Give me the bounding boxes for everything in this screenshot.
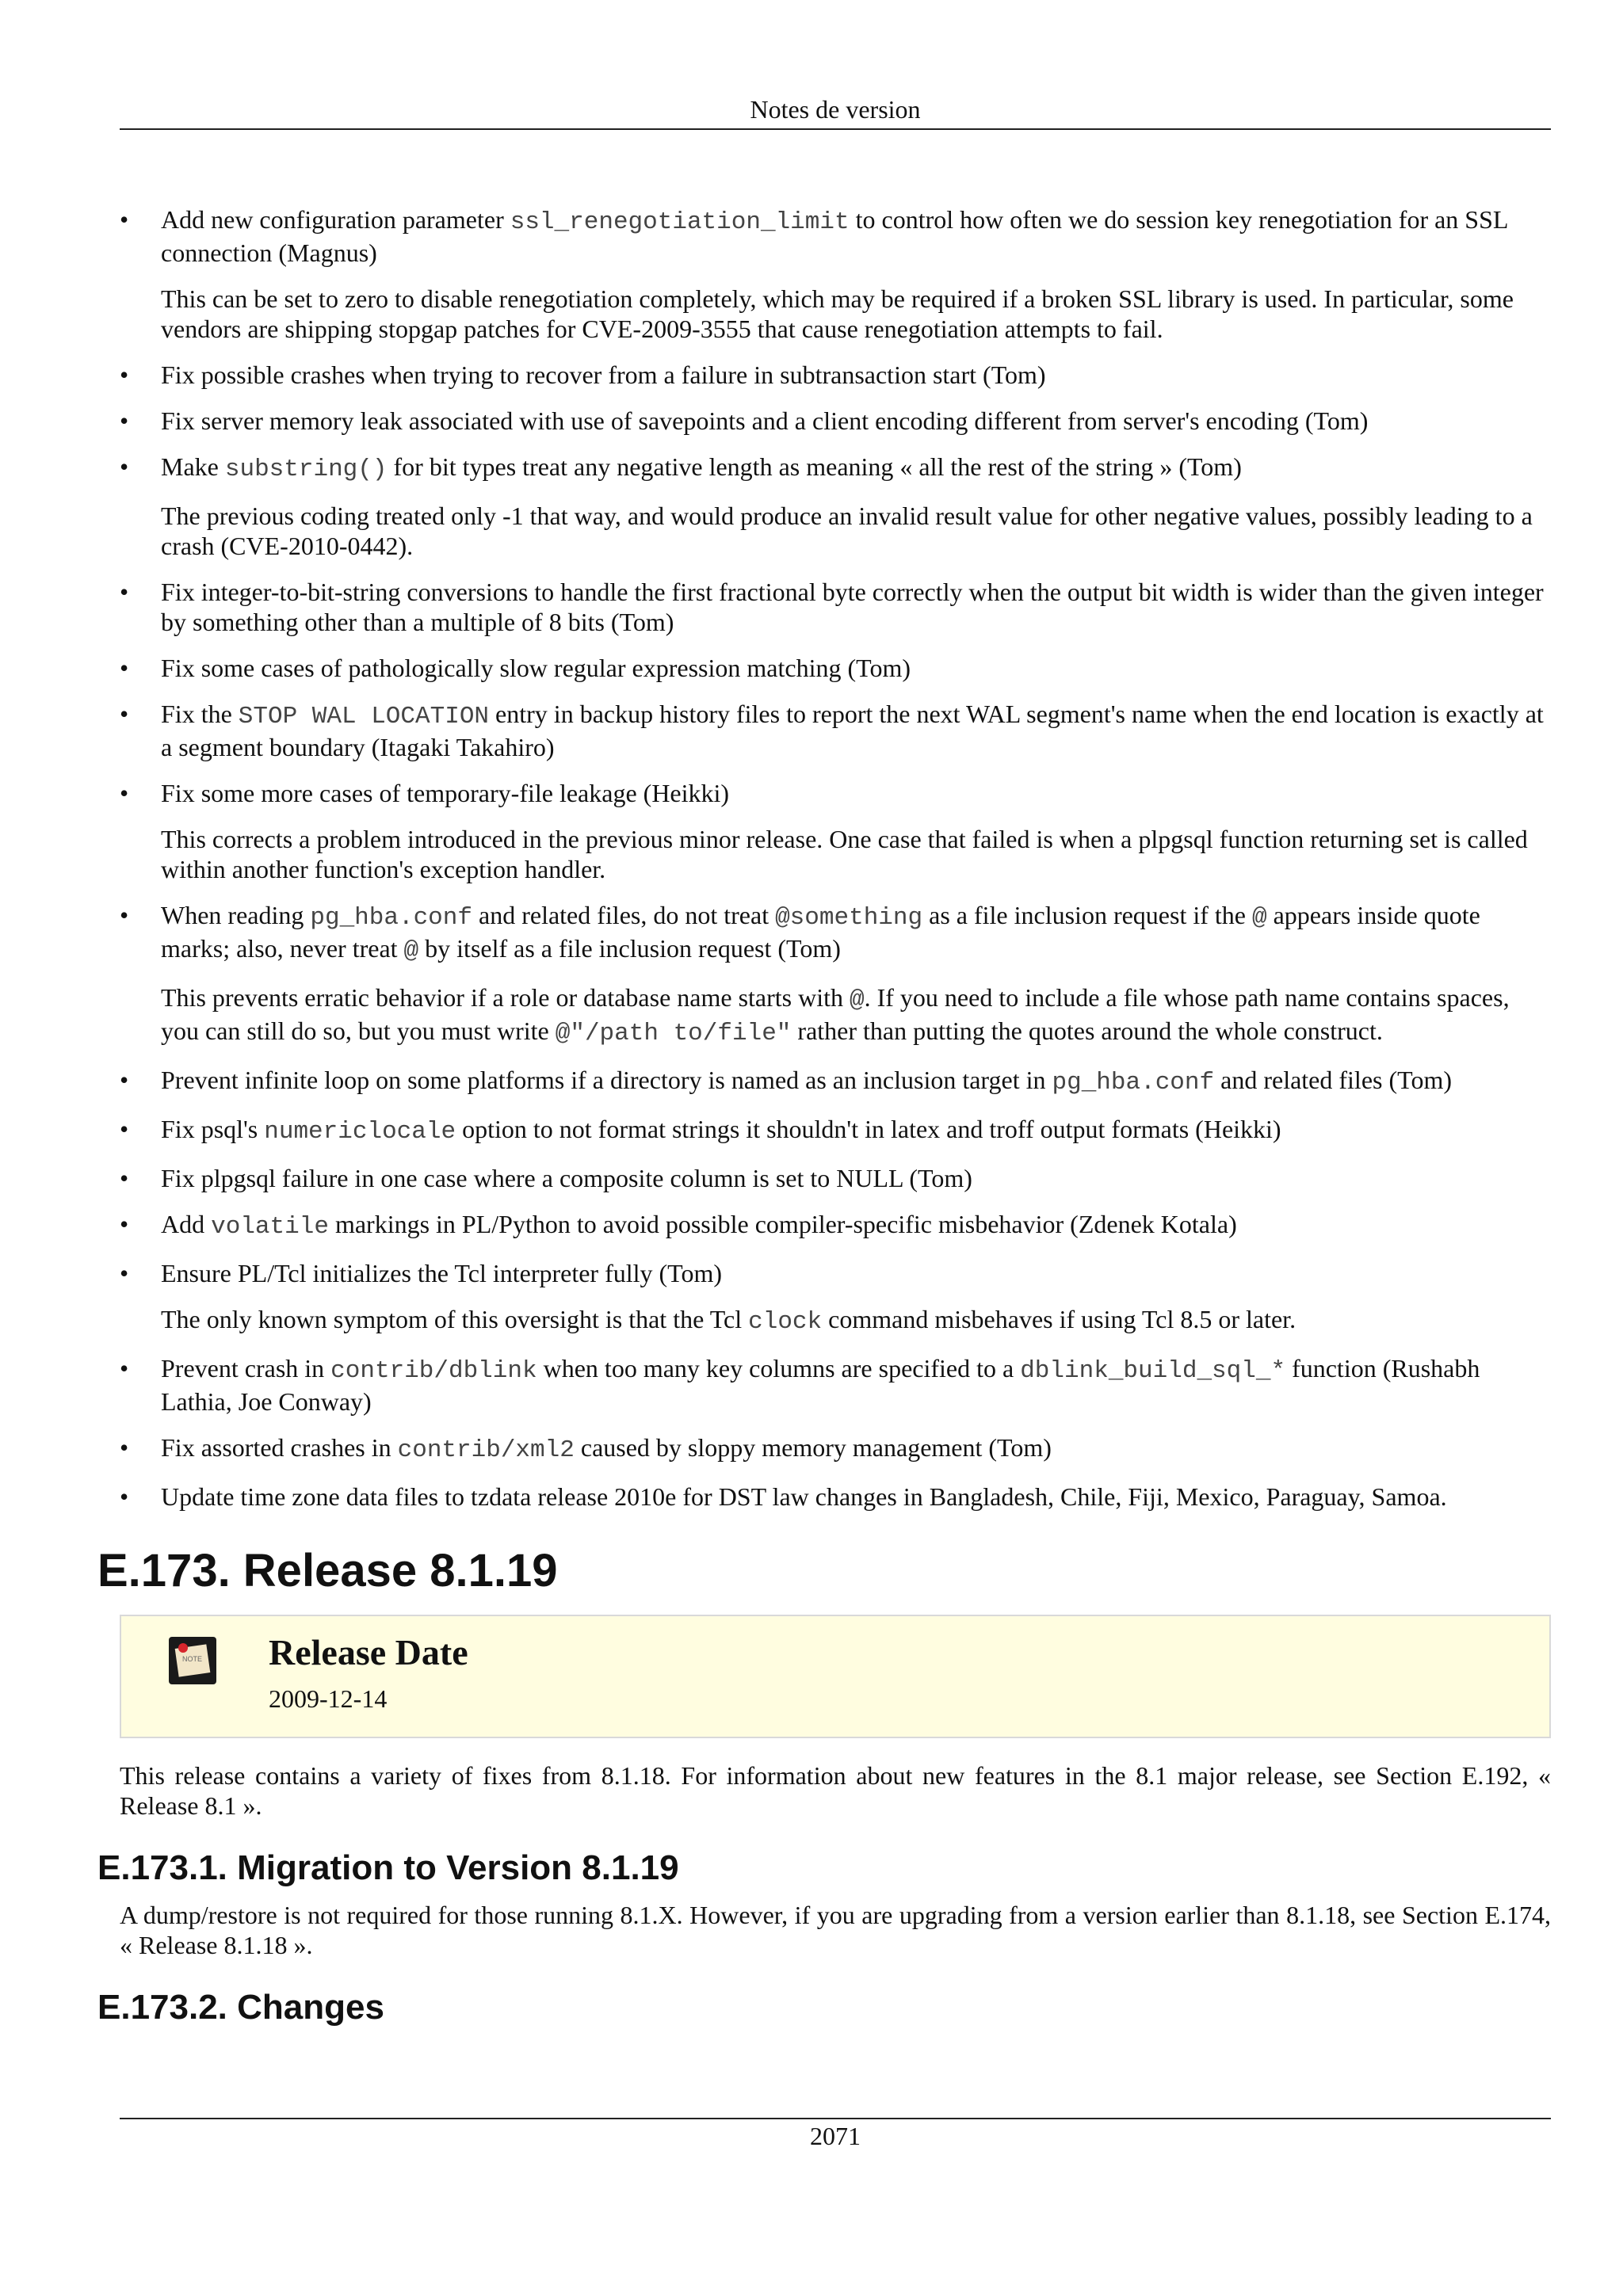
bullet: •: [120, 779, 129, 807]
changes-heading: E.173.2. Changes: [97, 1988, 384, 2027]
item-text: Prevent crash in contrib/dblink when too many key columns are specified to a dblink_build_sql_* function (Rushabh Lathia, Joe Conway): [161, 1354, 1480, 1416]
page-number: 2071: [810, 2122, 861, 2150]
item-text: Add new configuration parameter ssl_renegotiation_limit to control how often we do session key renegotiation for an SSL connection (Magnus): [161, 205, 1508, 267]
bullet: •: [120, 901, 129, 929]
bullet: •: [120, 1482, 129, 1511]
item-note: This can be set to zero to disable renegotiation completely, which may be required if a broken SSL library is used. In particular, some vendors are shipping stopgap patches for CVE-2009-3555 that cause renegotiation attempts to fail.: [161, 284, 1514, 343]
list-item: [120, 360, 1551, 390]
bullet: •: [120, 1115, 129, 1143]
bullet: •: [120, 654, 129, 682]
bullet: •: [120, 406, 129, 435]
item-text: Fix the STOP WAL LOCATION entry in backup history files to report the next WAL segment's name when the end location is exactly at a segment boundary (Itagaki Takahiro): [161, 700, 1544, 761]
release-date-note: [120, 1615, 1551, 1738]
item-text: Update time zone data files to tzdata release 2010e for DST law changes in Bangladesh, Chile, Fiji, Mexico, Paraguay, Samoa.: [161, 1482, 1447, 1511]
migration-heading: E.173.1. Migration to Version 8.1.19: [97, 1848, 679, 1887]
list-item: [120, 1209, 1551, 1242]
item-text: Fix some more cases of temporary-file leakage (Heikki): [161, 779, 730, 807]
item-note: The previous coding treated only -1 that way, and would produce an invalid result value for other negative values, possibly leading to a crash (CVE-2010-0442).: [161, 502, 1533, 560]
list-item: [120, 1258, 1551, 1337]
bullet: •: [120, 1164, 129, 1192]
item-text: Ensure PL/Tcl initializes the Tcl interpreter fully (Tom): [161, 1259, 723, 1287]
list-item: [120, 1065, 1551, 1098]
code-literal: numericlocale: [264, 1118, 456, 1146]
list-item: [120, 699, 1551, 762]
item-text: When reading pg_hba.conf and related files, do not treat @something as a file inclusion request if the @ appears inside quote marks; also, never treat @ by itself as a file inclusion request (Tom): [161, 901, 1480, 965]
bullet: •: [120, 1066, 129, 1094]
migration-text: A dump/restore is not required for those running 8.1.X. However, if you are upgrading from a version earlier than 8.1.18, see Section E.174, « Release 8.1.18 ».: [120, 1901, 1551, 1959]
release-intro: This release contains a variety of fixes from 8.1.18. For information about new features in the 8.1 major release, see Section E.192, « Release 8.1 ».: [120, 1761, 1551, 1820]
item-text: Fix assorted crashes in contrib/xml2 caused by sloppy memory management (Tom): [161, 1433, 1052, 1464]
item-text: Add volatile markings in PL/Python to avoid possible compiler-specific misbehavior (Zdenek Kotala): [161, 1210, 1237, 1241]
bullet: •: [120, 452, 129, 481]
list-item: [120, 406, 1551, 436]
item-text: Fix some cases of pathologically slow regular expression matching (Tom): [161, 654, 911, 682]
list-item: [120, 1432, 1551, 1466]
code-literal: contrib/xml2: [397, 1436, 575, 1464]
list-item: [120, 452, 1551, 561]
note-icon: [169, 1637, 216, 1684]
section-heading: E.173. Release 8.1.19: [97, 1545, 558, 1596]
item-text: Fix server memory leak associated with use of savepoints and a client encoding different from server's encoding (Tom): [161, 406, 1369, 435]
code-literal: @: [403, 937, 419, 965]
code-literal: contrib/dblink: [330, 1357, 537, 1385]
code-literal: pg_hba.conf: [310, 904, 472, 932]
running-header: Notes de version: [750, 95, 921, 124]
code-literal: clock: [748, 1308, 823, 1336]
item-text: Prevent infinite loop on some platforms if a directory is named as an inclusion target in pg_hba.conf and related files (Tom): [161, 1066, 1452, 1097]
pin-graphic: [178, 1643, 188, 1653]
code-literal: ssl_renegotiation_limit: [510, 208, 850, 236]
list-item: [120, 1163, 1551, 1193]
bullet: •: [120, 1354, 129, 1383]
item-note: This corrects a problem introduced in the previous minor release. One case that failed is when a plpgsql function returning set is called within another function's exception handler.: [161, 825, 1528, 883]
code-literal: STOP WAL LOCATION: [238, 703, 490, 730]
list-item: [120, 1353, 1551, 1417]
item-note: This prevents erratic behavior if a role or database name starts with @. If you need to include a file whose path name contains spaces, you can still do so, but you must write @"/path to/file" rather than putting the quotes around the whole construct.: [161, 983, 1510, 1047]
list-item: [120, 1114, 1551, 1147]
code-literal: dblink_build_sql_*: [1020, 1357, 1286, 1385]
item-text: Fix integer-to-bit-string conversions to handle the first fractional byte correctly when the output bit width is wider than the given integer by something other than a multiple of 8 bits (Tom): [161, 578, 1544, 636]
code-literal: pg_hba.conf: [1052, 1069, 1215, 1097]
item-text: Make substring() for bit types treat any negative length as meaning « all the rest of the string » (Tom): [161, 452, 1242, 483]
code-literal: substring(): [224, 456, 388, 483]
release-date: 2009-12-14: [269, 1684, 388, 1713]
list-item: [120, 653, 1551, 683]
page-content: [97, 204, 1551, 2039]
header-rule: [120, 128, 1551, 130]
item-note: The only known symptom of this oversight is that the Tcl clock command misbehaves if using Tcl 8.5 or later.: [161, 1305, 1296, 1336]
item-text: Fix plpgsql failure in one case where a composite column is set to NULL (Tom): [161, 1164, 972, 1192]
bullet: •: [120, 578, 129, 606]
code-literal: @: [850, 986, 865, 1014]
list-item: [120, 778, 1551, 884]
bullet: •: [120, 1433, 129, 1462]
bullet: •: [120, 1210, 129, 1238]
code-literal: @"/path to/file": [555, 1020, 792, 1047]
bullet: •: [120, 205, 129, 234]
bullet: •: [120, 360, 129, 389]
list-item: [120, 204, 1551, 344]
item-text: Fix psql's numericlocale option to not format strings it shouldn't in latex and troff output formats (Heikki): [161, 1115, 1281, 1146]
release-notes-list: [120, 204, 1551, 1512]
item-text: Fix possible crashes when trying to recover from a failure in subtransaction start (Tom): [161, 360, 1046, 389]
list-item: [120, 1482, 1551, 1512]
code-literal: @something: [775, 904, 923, 932]
note-icon-label: NOTE: [182, 1655, 203, 1663]
code-literal: @: [1251, 904, 1267, 932]
footer-rule: [120, 2118, 1551, 2119]
bullet: •: [120, 1259, 129, 1287]
bullet: •: [120, 700, 129, 728]
list-item: [120, 900, 1551, 1049]
note-title: Release Date: [269, 1632, 468, 1672]
code-literal: volatile: [211, 1213, 329, 1241]
list-item: [120, 577, 1551, 637]
